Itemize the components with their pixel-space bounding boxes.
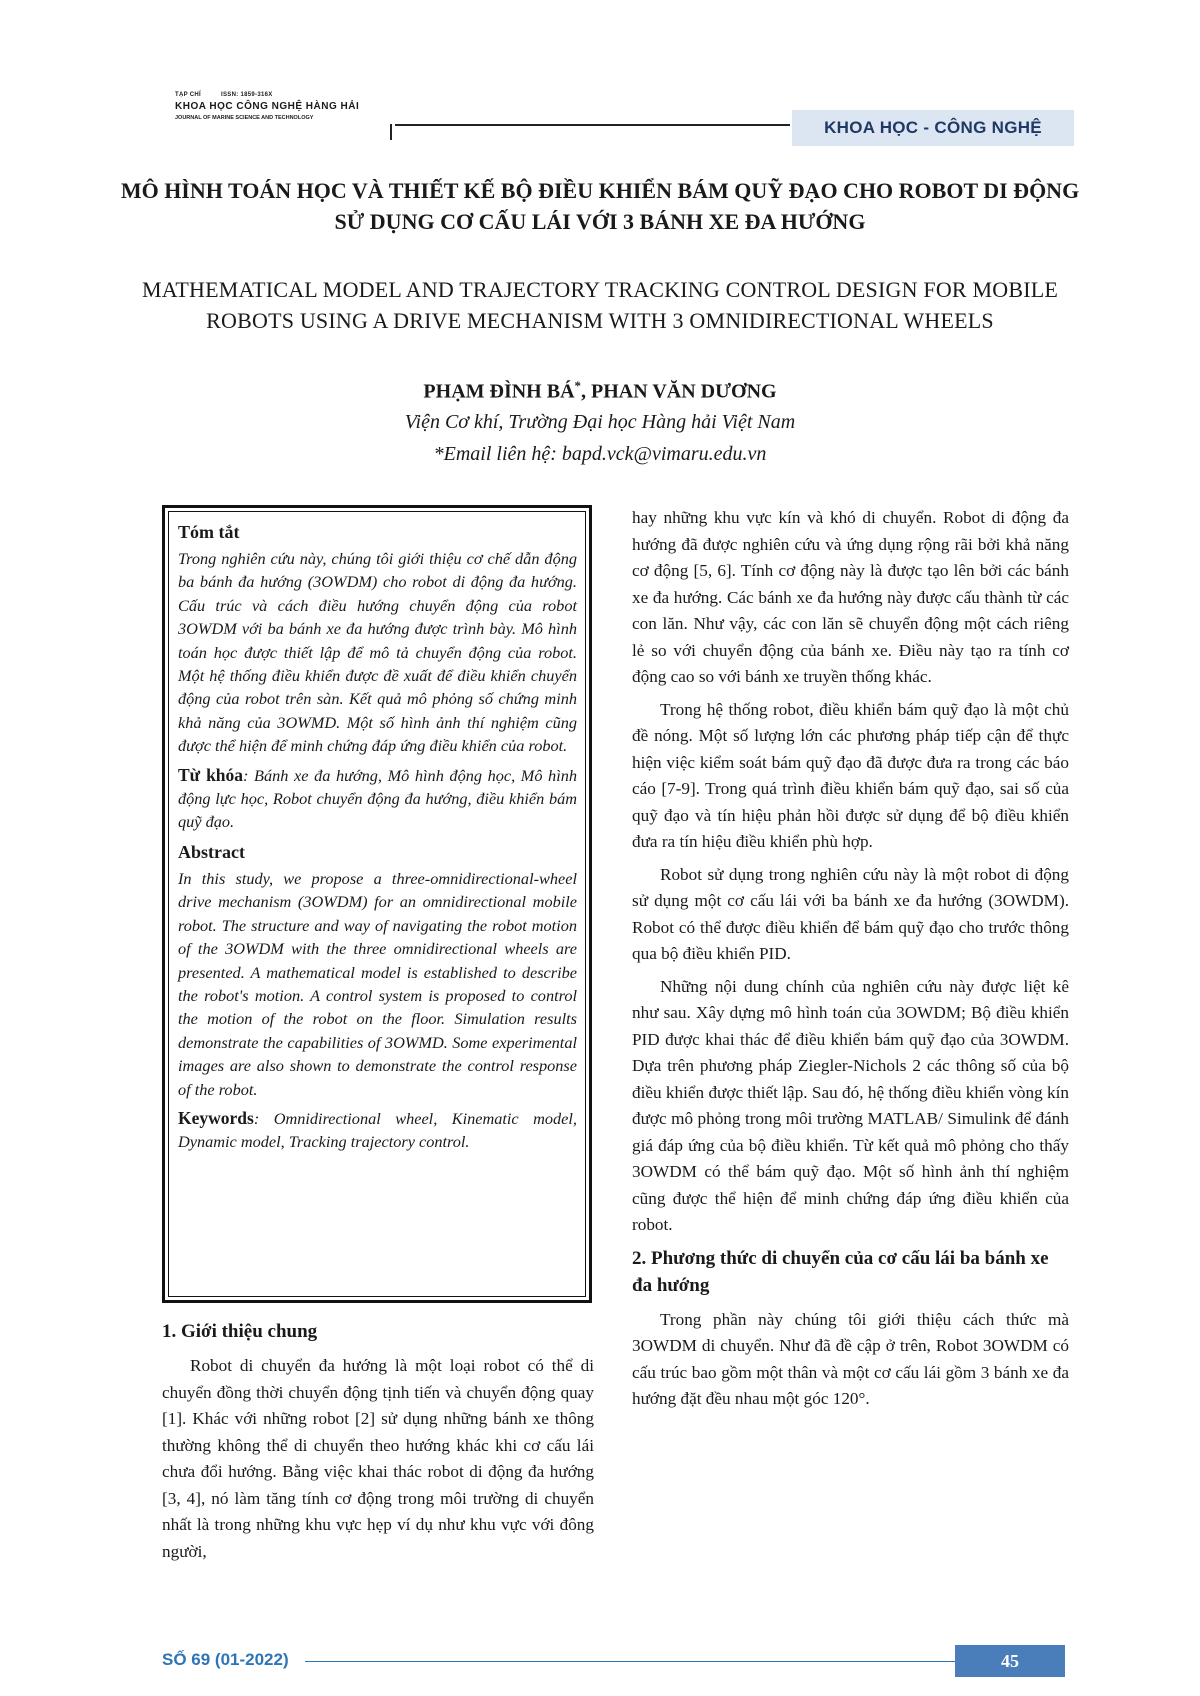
keywords-en-list: : Omnidirectional wheel, Kinematic model, Dynamic model, Tracking trajectory control. <box>178 1108 577 1152</box>
corresponding-mark: * <box>574 378 582 393</box>
right-column <box>632 505 1069 1419</box>
section-2-heading: 2. Phương thức di chuyển của cơ cấu lái ba bánh xe đa hướng <box>632 1247 1049 1296</box>
journal-prefix: TẠP CHÍ <box>175 92 201 98</box>
page-number: 45 <box>955 1645 1065 1677</box>
abstract-en-text: In this study, we propose a three-omnidirectional-wheel drive mechanism (3OWDM) for an omnidirectional mobile robot. The structure and way of navigating the robot motion of the 3OWDM with the three omnidirectional wheels are presented. A mathematical model is established to describe the robot's motion. A control system is proposed to control the motion of the robot on the floor. Simulation results demonstrate the capabilities of 3OWMD. Some experimental images are also shown to demonstrate the control response of the robot. <box>178 868 577 1099</box>
keywords-en-label: Keywords <box>178 1107 254 1128</box>
title-english: MATHEMATICAL MODEL AND TRAJECTORY TRACKING CONTROL DESIGN FOR MOBILE ROBOTS USING A DRIVE MECHANISM WITH 3 OMNIDIRECTIONAL WHEELS <box>141 277 1059 333</box>
header-divider <box>395 124 790 126</box>
section-2-paragraph-1: Trong phần này chúng tôi giới thiệu cách thức mà 3OWDM di chuyển. Như đã đề cập ở trên, Robot 3OWDM có cấu trúc bao gồm một thân và một cơ cấu lái gồm 3 bánh xe đa hướng đặt đều nhau một góc 120°. <box>632 1309 1069 1408</box>
authors-line <box>120 378 1080 404</box>
section-1-paragraph-1: Robot di chuyển đa hướng là một loại robot có thể di chuyển đồng thời chuyển động tịnh tiến và chuyển động quay [1]. Khác với những robot [2] sử dụng những bánh xe thông thường không thể di chuyển theo hướng khác khi cơ cấu lái chưa đổi hướng. Bằng việc khai thác robot di động đa hướng [3, 4], nó làm tăng tính cơ động trong môi trường di chuyển nhất là trong những khu vực hẹp ví dụ như khu vực với đông người, <box>162 1356 594 1561</box>
section-tag: KHOA HỌC - CÔNG NGHỆ <box>792 110 1074 146</box>
journal-issn: ISSN: 1859-316X <box>221 92 273 98</box>
journal-name-en: JOURNAL OF MARINE SCIENCE AND TECHNOLOGY <box>175 115 314 121</box>
abstract-box <box>162 505 592 1303</box>
keywords-en <box>178 1107 577 1154</box>
left-column <box>162 1318 594 1571</box>
journal-masthead <box>175 92 395 121</box>
author-1: PHẠM ĐÌNH BÁ <box>423 380 575 403</box>
header-divider-tick <box>390 124 392 140</box>
keywords-vi <box>178 764 577 834</box>
section-1-paragraph-1-continued: hay những khu vực kín và khó di chuyển. Robot di động đa hướng đã được nghiên cứu và ứng dụng rộng rãi bởi khả năng cơ động [5, 6]. Tính cơ động này là được tạo lên bởi các bánh xe đa hướng. Các bánh xe đa hướng này được cấu thành từ các con lăn. Như vậy, các con lăn sẽ chuyển động một cách riêng lẻ so với chuyển động của bánh xe. Điều này tạo ra tính cơ động cao so với bánh xe truyền thống khác. <box>632 508 1069 686</box>
abstract-vi-heading: Tóm tắt <box>178 522 240 542</box>
keywords-vi-label: Từ khóa <box>178 764 244 785</box>
contact-email: *Email liên hệ: bapd.vck@vimaru.edu.vn <box>433 443 767 465</box>
affiliation: Viện Cơ khí, Trường Đại học Hàng hải Việt Nam <box>404 411 796 433</box>
section-1-paragraph-3: Robot sử dụng trong nghiên cứu này là một robot di động sử dụng một cơ cấu lái với ba bánh xe đa hướng (3OWDM). Robot có thể được điều khiển để bám quỹ đạo cho trước thông qua bộ điều khiển PID. <box>632 864 1069 963</box>
footer-issue: SỐ 69 (01-2022) <box>162 1650 289 1669</box>
section-1-paragraph-4: Những nội dung chính của nghiên cứu này được liệt kê như sau. Xây dựng mô hình toán của 3OWDM; Bộ điều khiển PID được khai thác để điều khiển bám quỹ đạo của 3OWDM. Dựa trên phương pháp Ziegler-Nichols 2 các thông số của bộ điều khiển được thiết lập. Sau đó, hệ thống điều khiển vòng kín được mô phỏng trong môi trường MATLAB/ Simulink để đánh giá đáp ứng của bộ điều khiển. Từ kết quả mô phỏng cho thấy 3OWDM có thể bám quỹ đạo. Một số hình ảnh thí nghiệm cũng được thể hiện để minh chứng đáp ứng điều khiển của robot. <box>632 976 1069 1234</box>
keywords-vi-list: : Bánh xe đa hướng, Mô hình động học, Mô hình động lực học, Robot chuyển động đa hướng, điều khiển bám quỹ đạo. <box>178 765 577 832</box>
abstract-vi-text: Trong nghiên cứu này, chúng tôi giới thiệu cơ chế dẫn động ba bánh đa hướng (3OWDM) cho robot di động đa hướng. Cấu trúc và cách điều hướng chuyển động của robot 3OWDM với ba bánh xe đa hướng được trình bày. Mô hình toán học được thiết lập để mô tả chuyển động của robot. Một hệ thống điều khiển được đề xuất để điều khiển chuyển động của robot trên sàn. Kết quả mô phỏng số chứng minh khả năng của 3OWMD. Một số hình ảnh thí nghiệm cũng được thể hiện để minh chứng đáp ứng điều khiển của robot. <box>178 549 577 756</box>
footer-rule <box>305 1661 955 1662</box>
section-1-paragraph-2: Trong hệ thống robot, điều khiển bám quỹ đạo là một chủ đề nóng. Một số lượng lớn các phương pháp tiếp cận để thực hiện việc kiểm soát bám quỹ đạo đã được đưa ra trong các báo cáo [7-9]. Trong quá trình điều khiển bám quỹ đạo, sai số của quỹ đạo và tín hiệu phản hồi được sử dụng để bộ điều khiển đưa ra tín hiệu điều khiển phù hợp. <box>632 699 1069 851</box>
journal-name: KHOA HỌC CÔNG NGHỆ HÀNG HẢI <box>175 101 360 112</box>
abstract-en-heading: Abstract <box>178 841 245 862</box>
title-vietnamese: MÔ HÌNH TOÁN HỌC VÀ THIẾT KẾ BỘ ĐIỀU KHIỂN BÁM QUỸ ĐẠO CHO ROBOT DI ĐỘNG SỬ DỤNG CƠ CẤU LÁI VỚI 3 BÁNH XE ĐA HƯỚNG <box>120 178 1080 234</box>
author-2: , PHAN VĂN DƯƠNG <box>581 380 777 403</box>
section-1-heading: 1. Giới thiệu chung <box>162 1321 318 1342</box>
